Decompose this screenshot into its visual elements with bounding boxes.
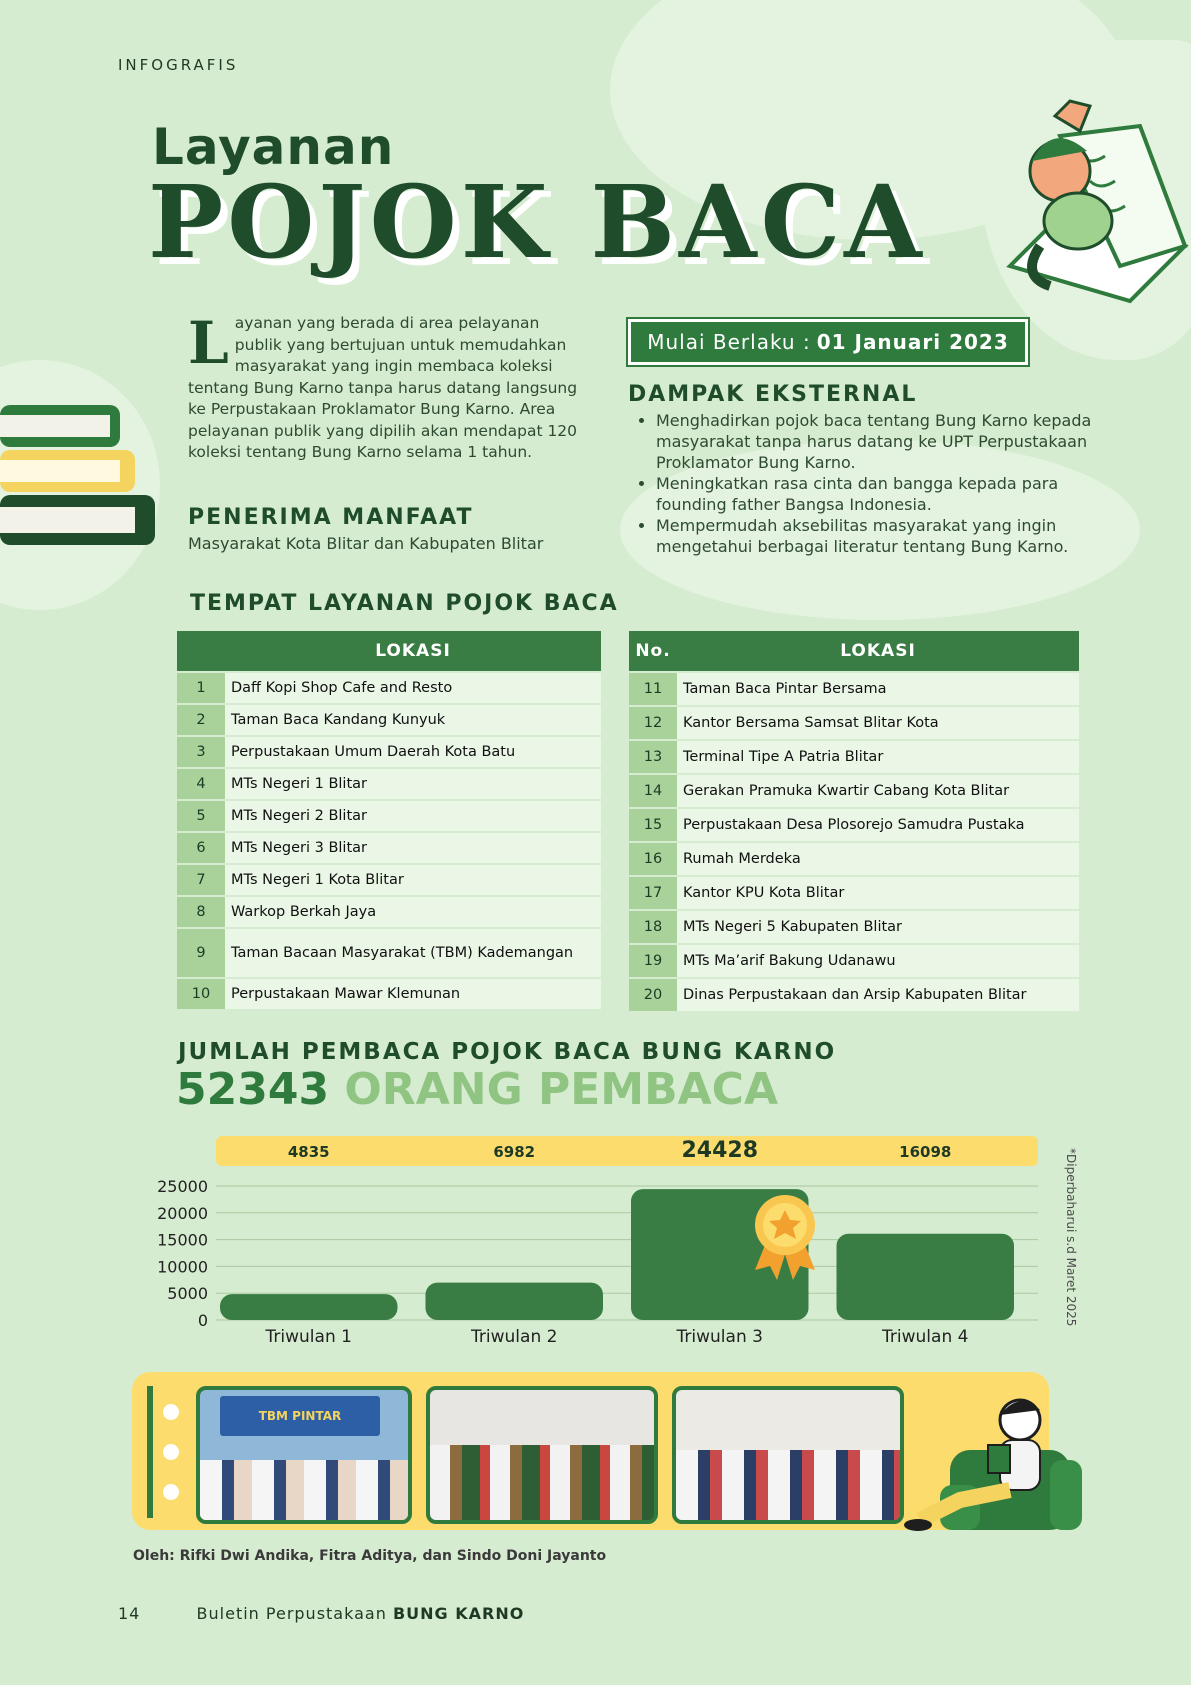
event-photo [426, 1386, 658, 1524]
page-subtitle: Layanan [152, 118, 395, 176]
photo-people [676, 1450, 900, 1520]
x-tick-label: Triwulan 3 [676, 1327, 763, 1347]
readers-chart [130, 1130, 1090, 1350]
data-label: 6982 [493, 1143, 536, 1161]
data-label: 4835 [287, 1143, 330, 1161]
table-row: 16 Rumah Merdeka [629, 843, 1079, 875]
start-date-badge [628, 319, 1028, 365]
table-row: 4 MTs Negeri 1 Blitar [177, 769, 601, 799]
y-tick-label: 10000 [157, 1257, 208, 1277]
page-footer [118, 1604, 524, 1623]
table-row: 20 Dinas Perpustakaan dan Arsip Kabupaten Blitar [629, 979, 1079, 1011]
table-row: 8 Warkop Berkah Jaya [177, 897, 601, 927]
readers-total [176, 1064, 778, 1115]
publication-name-bold: BUNG KARNO [392, 1604, 525, 1623]
y-tick-label: 5000 [167, 1284, 208, 1304]
list-item: • Meningkatkan rasa cinta dan bangga kepada para founding father Bangsa Indonesia. [656, 473, 1106, 515]
table-row: 1 Daff Kopi Shop Cafe and Resto [177, 673, 601, 703]
y-tick-label: 25000 [157, 1177, 208, 1196]
y-tick-label: 20000 [157, 1203, 208, 1223]
table-row: 2 Taman Baca Kandang Kunyuk [177, 705, 601, 735]
impact-heading: DAMPAK EKSTERNAL [628, 382, 918, 407]
list-item: • Menghadirkan pojok baca tentang Bung Karno kepada masyarakat tanpa harus datang ke UPT Perpustakaan Proklamator Bung Karno. [656, 410, 1106, 473]
film-hole [163, 1484, 179, 1500]
list-item: • Mempermudah aksebilitas masyarakat yang ingin mengetahui berbagai literatur tentang Bung Karno. [656, 515, 1106, 557]
table-row: 10 Perpustakaan Mawar Klemunan [177, 979, 601, 1009]
bar-4 [837, 1234, 1015, 1320]
intro-paragraph [188, 309, 588, 464]
bar-2 [426, 1283, 604, 1320]
page-number: 14 [118, 1604, 141, 1623]
table-header-location: LOKASI [225, 631, 601, 671]
books-stack-illustration [0, 395, 160, 560]
author-credit: Oleh: Rifki Dwi Andika, Fitra Aditya, dan Sindo Doni Jayanto [133, 1548, 607, 1564]
publication-name: Buletin Perpustakaan [196, 1604, 387, 1623]
table-row: 14 Gerakan Pramuka Kwartir Cabang Kota Blitar [629, 775, 1079, 807]
table-row: 12 Kantor Bersama Samsat Blitar Kota [629, 707, 1079, 739]
film-hole [163, 1444, 179, 1460]
y-tick-label: 15000 [157, 1230, 208, 1250]
locations-table-right [629, 629, 1079, 1013]
medal-icon [745, 1190, 835, 1285]
table-row: 18 MTs Negeri 5 Kabupaten Blitar [629, 911, 1079, 943]
start-date-value: 01 Januari 2023 [816, 330, 1009, 354]
table-row: 13 Terminal Tipe A Patria Blitar [629, 741, 1079, 773]
table-row: 17 Kantor KPU Kota Blitar [629, 877, 1079, 909]
table-row: 3 Perpustakaan Umum Daerah Kota Batu [177, 737, 601, 767]
table-row: 5 MTs Negeri 2 Blitar [177, 801, 601, 831]
locations-table-left [177, 629, 601, 1011]
film-edge [147, 1386, 153, 1518]
table-row: 9 Taman Bacaan Masyarakat (TBM) Kademangan [177, 929, 601, 977]
intro-dropcap: L [188, 309, 229, 377]
table-row: 15 Perpustakaan Desa Plosorejo Samudra Pustaka [629, 809, 1079, 841]
readers-heading: JUMLAH PEMBACA POJOK BACA BUNG KARNO [178, 1039, 837, 1065]
table-header-location: LOKASI [677, 631, 1079, 671]
page-title: POJOK BACA [148, 163, 926, 281]
table-row: 7 MTs Negeri 1 Kota Blitar [177, 865, 601, 895]
beneficiary-text: Masyarakat Kota Blitar dan Kabupaten Blitar [188, 534, 544, 553]
table-header-no: No. [629, 631, 677, 671]
bar-1 [220, 1294, 398, 1320]
readers-total-value: 52343 [176, 1064, 330, 1115]
table-row: 6 MTs Negeri 3 Blitar [177, 833, 601, 863]
start-date-label: Mulai Berlaku : [647, 330, 811, 354]
data-label: 16098 [899, 1143, 952, 1161]
x-tick-label: Triwulan 1 [265, 1327, 352, 1347]
section-kicker: INFOGRAFIS [118, 56, 239, 74]
y-tick-label: 0 [197, 1311, 208, 1330]
readers-total-unit: ORANG PEMBACA [344, 1064, 779, 1115]
table-header-no [177, 631, 225, 671]
reader-armchair-illustration [900, 1390, 1090, 1550]
reading-kid-illustration [1000, 96, 1190, 306]
event-photo [672, 1386, 904, 1524]
photo-people [200, 1460, 408, 1520]
locations-heading: TEMPAT LAYANAN POJOK BACA [190, 591, 619, 616]
impact-list [630, 410, 1106, 557]
photo-banner: TBM PINTAR [220, 1396, 380, 1436]
table-row: 19 MTs Ma’arif Bakung Udanawu [629, 945, 1079, 977]
data-label: 24428 [681, 1138, 759, 1163]
photo-people [430, 1445, 654, 1520]
x-tick-label: Triwulan 2 [471, 1327, 558, 1347]
chart-note: *Diperbaharui s.d Maret 2025 [1064, 1148, 1078, 1327]
event-photo [196, 1386, 412, 1524]
intro-text: ayanan yang berada di area pelayanan publik yang bertujuan untuk memudahkan masyarakat yang ingin membaca koleksi tentang Bung Karno tanpa harus datang langsung ke Perpustakaan Proklamator Bung Karno. Area pelayanan publik yang dipilih akan mendapat 120 koleksi tentang Bung Karno selama 1 tahun. [188, 314, 578, 461]
table-row: 11 Taman Baca Pintar Bersama [629, 673, 1079, 705]
beneficiary-heading: PENERIMA MANFAAT [188, 505, 474, 530]
film-hole [163, 1404, 179, 1420]
x-tick-label: Triwulan 4 [882, 1327, 969, 1347]
